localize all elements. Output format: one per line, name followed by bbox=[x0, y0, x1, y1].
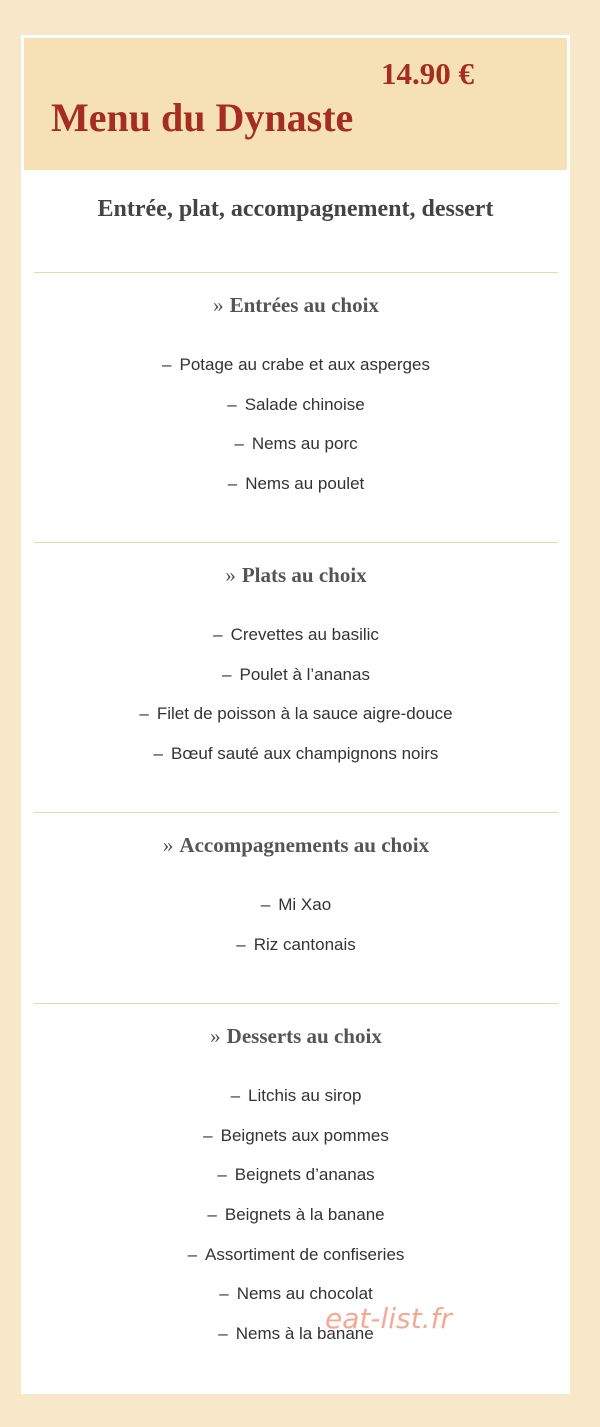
section-accompagnements bbox=[34, 812, 558, 954]
dash-icon: – bbox=[218, 1324, 228, 1344]
item-label: Nems au poulet bbox=[245, 474, 365, 494]
item-label: Filet de poisson à la sauce aigre-douce bbox=[156, 704, 453, 724]
section-heading-label: Desserts au choix bbox=[226, 1024, 382, 1048]
double-chevron-right-icon: » bbox=[162, 833, 174, 857]
list-item bbox=[34, 1284, 558, 1324]
section-heading-label: Entrées au choix bbox=[229, 293, 379, 317]
dash-icon: – bbox=[230, 1086, 241, 1105]
item-label: Mi Xao bbox=[278, 895, 332, 914]
dash-icon: – bbox=[203, 1125, 213, 1145]
item-list bbox=[34, 895, 558, 974]
section-plats bbox=[34, 542, 558, 764]
item-list bbox=[34, 1086, 558, 1364]
dash-icon: – bbox=[162, 355, 172, 374]
list-item bbox=[34, 1324, 558, 1364]
list-item bbox=[34, 355, 558, 395]
section-entrees bbox=[34, 272, 558, 494]
list-item bbox=[34, 665, 558, 705]
item-label: Salade chinoise bbox=[244, 394, 365, 414]
item-label: Crevettes au basilic bbox=[230, 625, 379, 644]
dash-icon: – bbox=[222, 664, 232, 684]
dash-icon: – bbox=[260, 895, 271, 914]
double-chevron-right-icon: » bbox=[210, 1024, 221, 1048]
item-label: Potage au crabe et aux asperges bbox=[179, 355, 430, 374]
item-label: Beignets aux pommes bbox=[220, 1125, 389, 1145]
item-label: Nems à la banane bbox=[235, 1324, 374, 1344]
item-list bbox=[34, 355, 558, 514]
list-item bbox=[34, 935, 558, 975]
dash-icon: – bbox=[234, 434, 244, 454]
menu-title: Menu du Dynaste bbox=[51, 95, 354, 140]
menu-card bbox=[21, 35, 570, 1394]
double-chevron-right-icon: » bbox=[225, 563, 236, 587]
dash-icon: – bbox=[207, 1205, 217, 1225]
list-item bbox=[34, 474, 558, 514]
double-chevron-right-icon: » bbox=[213, 293, 224, 317]
dash-icon: – bbox=[213, 625, 223, 644]
item-label: Beignets d’ananas bbox=[234, 1165, 375, 1185]
list-item bbox=[34, 625, 558, 665]
section-heading bbox=[34, 1024, 558, 1049]
section-heading-label: Accompagnements au choix bbox=[179, 833, 430, 857]
dash-icon: – bbox=[227, 474, 238, 494]
list-item bbox=[34, 744, 558, 784]
section-heading bbox=[34, 293, 558, 318]
section-heading bbox=[34, 833, 558, 858]
dash-icon: – bbox=[217, 1165, 227, 1185]
item-label: Poulet à l’ananas bbox=[239, 664, 370, 684]
dash-icon: – bbox=[236, 934, 246, 954]
menu-subtitle: Entrée, plat, accompagnement, dessert bbox=[97, 196, 494, 222]
item-label: Riz cantonais bbox=[253, 934, 356, 954]
dash-icon: – bbox=[187, 1244, 198, 1264]
list-item bbox=[34, 1245, 558, 1285]
item-label: Assortiment de confiseries bbox=[205, 1244, 405, 1264]
item-label: Litchis au sirop bbox=[248, 1086, 362, 1105]
section-heading-label: Plats au choix bbox=[241, 563, 367, 587]
list-item bbox=[34, 1126, 558, 1166]
list-item bbox=[34, 704, 558, 744]
list-item bbox=[34, 1086, 558, 1126]
list-item bbox=[34, 434, 558, 474]
list-item bbox=[34, 395, 558, 435]
item-label: Bœuf sauté aux champignons noirs bbox=[171, 744, 439, 764]
menu-price: 14.90 € bbox=[381, 56, 474, 91]
item-label: Beignets à la banane bbox=[224, 1205, 385, 1225]
item-list bbox=[34, 625, 558, 784]
list-item bbox=[34, 1165, 558, 1205]
item-label: Nems au porc bbox=[251, 434, 358, 454]
dash-icon: – bbox=[153, 744, 164, 764]
item-label: Nems au chocolat bbox=[236, 1284, 373, 1304]
watermark: eat-list.fr bbox=[325, 1302, 452, 1335]
dash-icon: – bbox=[227, 394, 237, 414]
list-item bbox=[34, 1205, 558, 1245]
menu-header bbox=[24, 38, 567, 170]
list-item bbox=[34, 895, 558, 935]
section-heading bbox=[34, 563, 558, 588]
dash-icon: – bbox=[219, 1284, 229, 1304]
dash-icon: – bbox=[139, 704, 149, 724]
